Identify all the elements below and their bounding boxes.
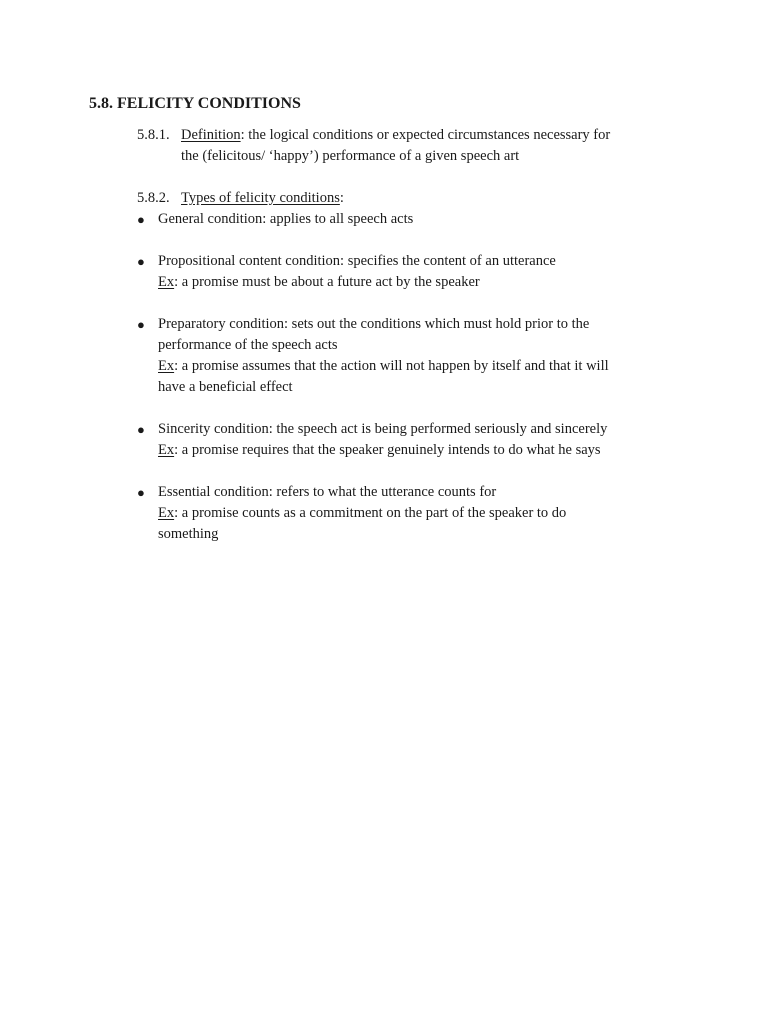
- example-line: [158, 356, 678, 377]
- condition-propositional: [137, 251, 678, 293]
- condition-sincerity: [137, 419, 678, 461]
- bullet-icon: ●: [137, 254, 145, 269]
- section-heading: 5.8. FELICITY CONDITIONS: [89, 95, 301, 112]
- example-line: [158, 440, 678, 461]
- definition-block: [137, 125, 697, 167]
- example-text-continued: have a beneficial effect: [158, 379, 293, 395]
- example-label: Ex: [158, 505, 175, 521]
- types-label: Types of felicity conditions: [181, 190, 340, 206]
- condition-general: [137, 209, 678, 230]
- types-number: 5.8.2.: [137, 190, 170, 206]
- example-label: Ex: [158, 358, 175, 374]
- bullet-icon: ●: [137, 317, 145, 332]
- example-text-continued: something: [158, 526, 219, 542]
- example-text: : a promise must be about a future act by the speaker: [174, 274, 480, 290]
- condition-text: Essential condition: refers to what the utterance counts for: [158, 484, 497, 500]
- condition-text: Preparatory condition: sets out the conditions which must hold prior to the: [158, 316, 590, 332]
- condition-essential: [137, 482, 678, 545]
- types-colon: :: [339, 190, 344, 206]
- example-line: [158, 503, 678, 524]
- example-label: Ex: [158, 274, 175, 290]
- example-line: [158, 272, 678, 293]
- condition-text-continued: performance of the speech acts: [158, 337, 338, 353]
- example-label: Ex: [158, 442, 175, 458]
- bullet-icon: ●: [137, 212, 145, 227]
- definition-label: Definition: [181, 127, 241, 143]
- definition-line-2: the (felicitous/ ‘happy’) performance of a given speech art: [181, 148, 520, 164]
- definition-text: : the logical conditions or expected circumstances necessary for: [240, 127, 611, 143]
- example-text: : a promise counts as a commitment on the part of the speaker to do: [174, 505, 567, 521]
- condition-text: General condition: applies to all speech acts: [158, 211, 414, 227]
- condition-text: Sincerity condition: the speech act is being performed seriously and sincerely: [158, 421, 608, 437]
- definition-line-1: [137, 125, 697, 146]
- condition-preparatory: [137, 314, 678, 398]
- bullet-icon: ●: [137, 422, 145, 437]
- conditions-list: [137, 209, 697, 566]
- bullet-icon: ●: [137, 485, 145, 500]
- condition-text: Propositional content condition: specifies the content of an utterance: [158, 253, 556, 269]
- types-heading: [137, 188, 344, 209]
- example-text: : a promise requires that the speaker genuinely intends to do what he says: [174, 442, 601, 458]
- example-text: : a promise assumes that the action will not happen by itself and that it will: [174, 358, 609, 374]
- definition-number: 5.8.1.: [137, 127, 170, 143]
